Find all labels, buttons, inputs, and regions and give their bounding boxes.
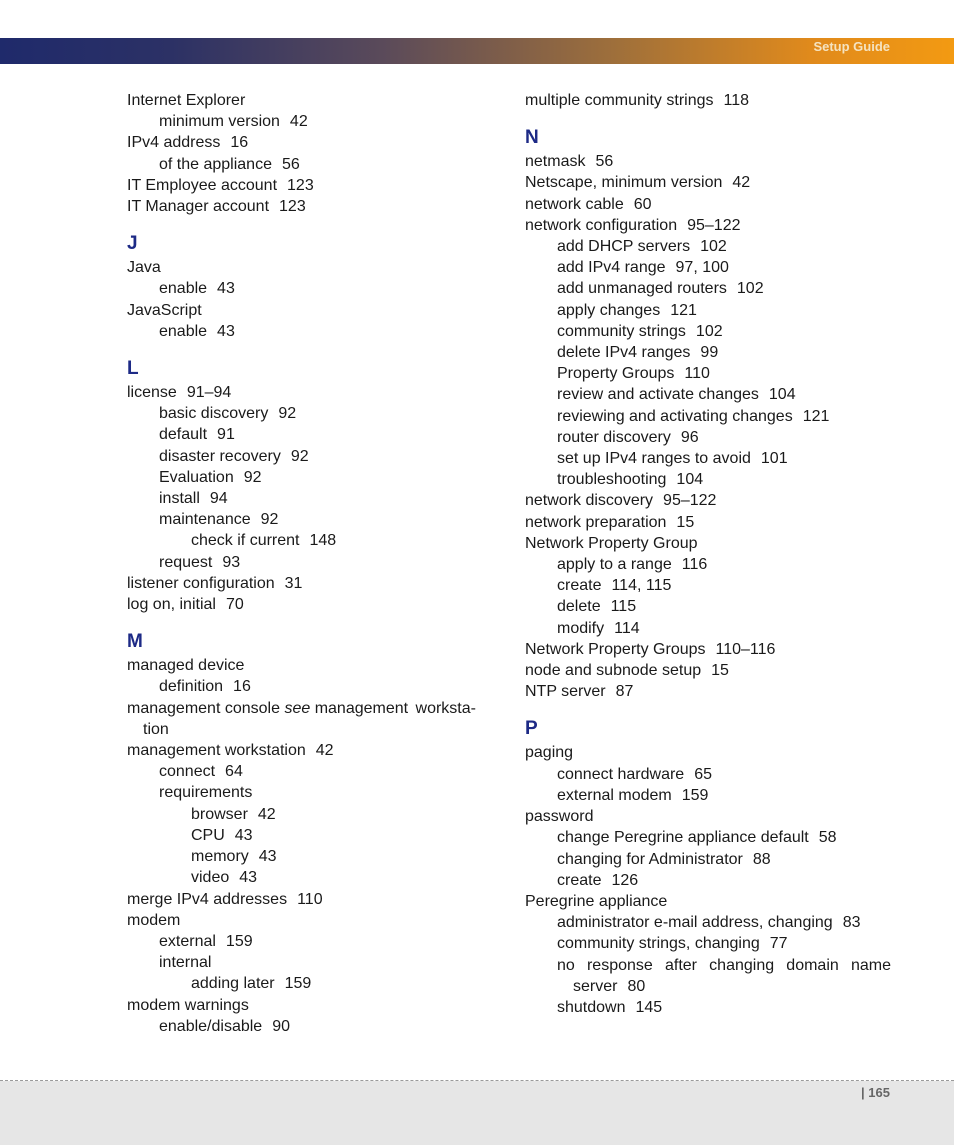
page-reference: 95–122 — [663, 492, 717, 510]
page-reference: 114, 115 — [611, 577, 672, 595]
index-term: Network Property Groups — [525, 640, 706, 658]
footer-band — [0, 1081, 954, 1145]
page-reference: 102 — [700, 238, 727, 256]
index-term: node and subnode setup — [525, 662, 702, 680]
page-reference: 110 — [297, 890, 323, 908]
page-reference: 43 — [234, 826, 253, 844]
index-entry — [127, 111, 497, 132]
page-reference: 77 — [769, 935, 788, 953]
index-entry — [127, 846, 497, 867]
page-reference: 110 — [684, 365, 710, 383]
index-term: network discovery — [525, 492, 654, 510]
index-term: management workstation — [127, 742, 306, 760]
index-term: request — [159, 553, 213, 571]
index-term: Network Property Group — [525, 534, 698, 552]
page-reference: 91 — [217, 426, 235, 444]
index-term: disaster recovery — [159, 447, 281, 465]
index-entry — [525, 764, 891, 785]
index-term: add IPv4 range — [557, 259, 666, 277]
page-reference: 42 — [257, 805, 276, 823]
index-term: minimum version — [159, 113, 280, 131]
index-entry — [525, 806, 891, 827]
page-reference: 114 — [614, 619, 640, 637]
index-entry — [525, 342, 891, 363]
page-reference: 88 — [752, 850, 771, 868]
page-reference: 116 — [681, 556, 708, 574]
index-term: add DHCP servers — [557, 238, 691, 256]
index-term: changing for Administrator — [557, 850, 743, 868]
page-reference: 56 — [595, 153, 614, 171]
index-entry — [127, 740, 497, 761]
index-term: set up IPv4 ranges to avoid — [557, 450, 751, 468]
index-entry — [127, 403, 497, 424]
index-entry — [127, 910, 497, 931]
page-reference: 121 — [802, 407, 830, 425]
index-term: community strings, changing — [557, 935, 760, 953]
index-column-left — [127, 90, 497, 1037]
index-entry — [525, 427, 891, 448]
index-entry — [525, 618, 891, 639]
index-letter-heading: L — [127, 358, 139, 380]
index-entry — [525, 596, 891, 617]
page-reference: 101 — [760, 450, 788, 468]
page-reference: 148 — [309, 532, 337, 550]
index-term: multiple community strings — [525, 92, 714, 109]
index-term: network preparation — [525, 513, 667, 531]
page-reference: 102 — [695, 322, 723, 340]
index-entry — [127, 446, 497, 467]
header-band — [0, 38, 954, 64]
index-term: router discovery — [557, 428, 671, 446]
index-term: delete — [557, 598, 601, 616]
page-reference: 118 — [723, 92, 750, 109]
index-term: IT Employee account — [127, 176, 278, 194]
page-reference: 70 — [225, 596, 244, 614]
page-reference: 92 — [260, 511, 279, 529]
page-reference: 83 — [842, 914, 861, 932]
page-reference: 159 — [225, 932, 253, 950]
page-reference: 145 — [635, 998, 663, 1016]
page-reference: 99 — [700, 344, 719, 362]
page-reference: 92 — [290, 447, 309, 465]
page-reference: 102 — [736, 280, 764, 298]
index-term: managed device — [127, 657, 245, 675]
page-reference: 87 — [615, 683, 634, 701]
index-entry — [127, 973, 497, 994]
page-reference: 16 — [230, 134, 249, 152]
index-term: JavaScript — [127, 301, 202, 319]
see-target: management worksta- — [314, 699, 476, 717]
index-term: Java — [127, 259, 161, 277]
index-term: apply changes — [557, 301, 661, 319]
page-reference: 80 — [627, 977, 646, 995]
index-term: paging — [525, 744, 574, 762]
index-term: troubleshooting — [557, 471, 667, 489]
index-entry — [127, 1016, 497, 1037]
index-entry — [525, 849, 891, 870]
index-letter-heading: M — [127, 631, 143, 653]
index-term: install — [159, 490, 200, 508]
index-term: netmask — [525, 153, 586, 171]
index-term: merge IPv4 addresses — [127, 890, 288, 908]
index-term: memory — [191, 848, 249, 866]
index-term: external modem — [557, 786, 672, 804]
index-term: enable/disable — [159, 1017, 263, 1035]
index-term-continuation: server — [573, 977, 618, 995]
page-reference: 56 — [281, 155, 300, 173]
index-entry — [127, 573, 497, 594]
index-entry — [127, 467, 497, 488]
page-reference: 31 — [284, 574, 303, 592]
page-reference: 123 — [279, 198, 306, 216]
index-entry — [127, 300, 497, 321]
index-term: create — [557, 871, 602, 889]
index-term: management console — [127, 699, 280, 717]
page-reference: 42 — [289, 113, 308, 131]
page-reference: 159 — [681, 786, 709, 804]
header-title: Setup Guide — [813, 39, 890, 54]
index-term: enable — [159, 280, 208, 298]
index-term: requirements — [159, 784, 253, 802]
index-entry — [127, 931, 497, 952]
index-entry — [127, 90, 497, 111]
page-reference: 43 — [217, 280, 235, 298]
index-entry — [525, 448, 891, 469]
index-term: network cable — [525, 195, 624, 213]
index-entry — [127, 594, 497, 615]
page-reference: 96 — [680, 428, 699, 446]
page-reference: 115 — [610, 598, 637, 616]
index-term: apply to a range — [557, 556, 672, 574]
index-entry — [127, 698, 497, 740]
page-reference: 92 — [243, 468, 262, 486]
index-term: Property Groups — [557, 365, 675, 383]
index-entry — [127, 321, 497, 342]
index-entry — [127, 676, 497, 697]
index-entry — [127, 488, 497, 509]
index-entry — [525, 891, 891, 912]
page-reference: 123 — [287, 176, 314, 194]
index-column-right — [525, 90, 891, 1018]
index-entry — [525, 681, 891, 702]
index-term: NTP server — [525, 683, 606, 701]
index-term: administrator e-mail address, changing — [557, 914, 833, 932]
index-entry — [525, 278, 891, 299]
index-entry — [127, 154, 497, 175]
index-term: modem warnings — [127, 996, 249, 1014]
index-entry — [525, 321, 891, 342]
index-entry — [525, 912, 891, 933]
page-reference: 110–116 — [715, 640, 776, 658]
index-entry — [127, 867, 497, 888]
page-reference: 92 — [278, 405, 297, 423]
index-entry — [525, 785, 891, 806]
index-term: modify — [557, 619, 605, 637]
index-letter-heading: N — [525, 127, 539, 149]
index-term: add unmanaged routers — [557, 280, 727, 298]
index-entry — [525, 512, 891, 533]
page-reference: 64 — [225, 763, 243, 781]
index-entry — [525, 257, 891, 278]
index-entry — [127, 655, 497, 676]
index-term: Internet Explorer — [127, 92, 246, 109]
index-entry — [127, 761, 497, 782]
index-term: reviewing and activating changes — [557, 407, 793, 425]
index-term: password — [525, 808, 594, 826]
index-entry — [525, 90, 891, 111]
index-term: no response after changing domain name — [557, 956, 891, 974]
page-reference: 42 — [732, 174, 751, 192]
index-term: check if current — [191, 532, 300, 550]
page-reference: 65 — [694, 765, 712, 783]
index-term: log on, initial — [127, 596, 216, 614]
index-letter-heading: P — [525, 718, 538, 740]
page-reference: 121 — [670, 301, 697, 319]
index-entry — [127, 889, 497, 910]
index-term: connect hardware — [557, 765, 685, 783]
page-reference: 104 — [768, 386, 796, 404]
index-entry — [525, 215, 891, 236]
see-reference: see — [284, 699, 311, 717]
index-term: review and activate changes — [557, 386, 759, 404]
index-term: browser — [191, 805, 248, 823]
index-entry — [525, 236, 891, 257]
page-reference: 93 — [222, 553, 241, 571]
index-entry — [525, 660, 891, 681]
page-reference: 43 — [258, 848, 277, 866]
page-reference: 15 — [711, 662, 729, 680]
page-reference: 91–94 — [186, 384, 232, 402]
page-reference: 126 — [611, 871, 639, 889]
index-entry — [127, 175, 497, 196]
index-term: connect — [159, 763, 216, 781]
index-entry — [525, 490, 891, 511]
index-entry — [127, 552, 497, 573]
index-entry — [525, 639, 891, 660]
index-term: Netscape, minimum version — [525, 174, 723, 192]
page-reference: 42 — [315, 742, 334, 760]
page-reference: 159 — [284, 975, 312, 993]
index-entry — [525, 384, 891, 405]
index-entry — [525, 742, 891, 763]
index-entry — [525, 870, 891, 891]
index-term: CPU — [191, 826, 225, 844]
page-reference: 16 — [233, 678, 251, 696]
index-term: community strings — [557, 322, 686, 340]
index-term: default — [159, 426, 208, 444]
page-reference: 97, 100 — [675, 259, 729, 277]
index-term: internal — [159, 954, 212, 972]
index-term: modem — [127, 911, 181, 929]
page-reference: 58 — [818, 829, 837, 847]
index-entry — [127, 995, 497, 1016]
index-entry — [525, 997, 891, 1018]
index-entry — [127, 257, 497, 278]
index-entry — [525, 151, 891, 172]
index-entry — [127, 424, 497, 445]
index-term: of the appliance — [159, 155, 272, 173]
page-number: | 165 — [861, 1085, 890, 1100]
index-term: IPv4 address — [127, 134, 221, 152]
index-entry — [127, 196, 497, 217]
index-entry — [127, 825, 497, 846]
page-reference: 15 — [676, 513, 695, 531]
index-entry — [525, 172, 891, 193]
index-term: external — [159, 932, 216, 950]
index-term: maintenance — [159, 511, 251, 529]
index-term: Evaluation — [159, 468, 234, 486]
page-reference: 94 — [209, 490, 228, 508]
index-term: IT Manager account — [127, 198, 270, 216]
index-entry — [525, 827, 891, 848]
index-entry — [525, 300, 891, 321]
index-entry — [525, 554, 891, 575]
index-term: license — [127, 384, 177, 402]
index-entry — [127, 509, 497, 530]
index-entry — [127, 782, 497, 803]
page-reference: 43 — [217, 322, 235, 340]
index-entry — [525, 933, 891, 954]
index-term: delete IPv4 ranges — [557, 344, 691, 362]
index-entry — [127, 804, 497, 825]
page-reference: 104 — [676, 471, 704, 489]
index-term: basic discovery — [159, 405, 269, 423]
index-entry — [525, 955, 891, 997]
page-reference: 90 — [272, 1017, 290, 1035]
index-term: Peregrine appliance — [525, 892, 668, 910]
index-term: create — [557, 577, 602, 595]
index-entry — [127, 952, 497, 973]
index-entry — [525, 406, 891, 427]
index-term: change Peregrine appliance default — [557, 829, 809, 847]
index-entry — [127, 278, 497, 299]
index-entry — [525, 575, 891, 596]
page-reference: 60 — [633, 195, 652, 213]
index-term: shutdown — [557, 998, 626, 1016]
index-term: enable — [159, 322, 208, 340]
page-reference: 43 — [239, 869, 258, 887]
index-entry — [127, 132, 497, 153]
index-entry — [127, 530, 497, 551]
index-term: video — [191, 869, 230, 887]
index-entry — [127, 382, 497, 403]
see-target-continuation: tion — [143, 720, 169, 738]
index-entry — [525, 194, 891, 215]
index-entry — [525, 533, 891, 554]
index-term: network configuration — [525, 216, 678, 234]
index-letter-heading: J — [127, 233, 138, 255]
index-entry — [525, 469, 891, 490]
index-term: definition — [159, 678, 224, 696]
index-term: adding later — [191, 975, 275, 993]
index-term: listener configuration — [127, 574, 275, 592]
page-reference: 95–122 — [687, 216, 741, 234]
index-entry — [525, 363, 891, 384]
